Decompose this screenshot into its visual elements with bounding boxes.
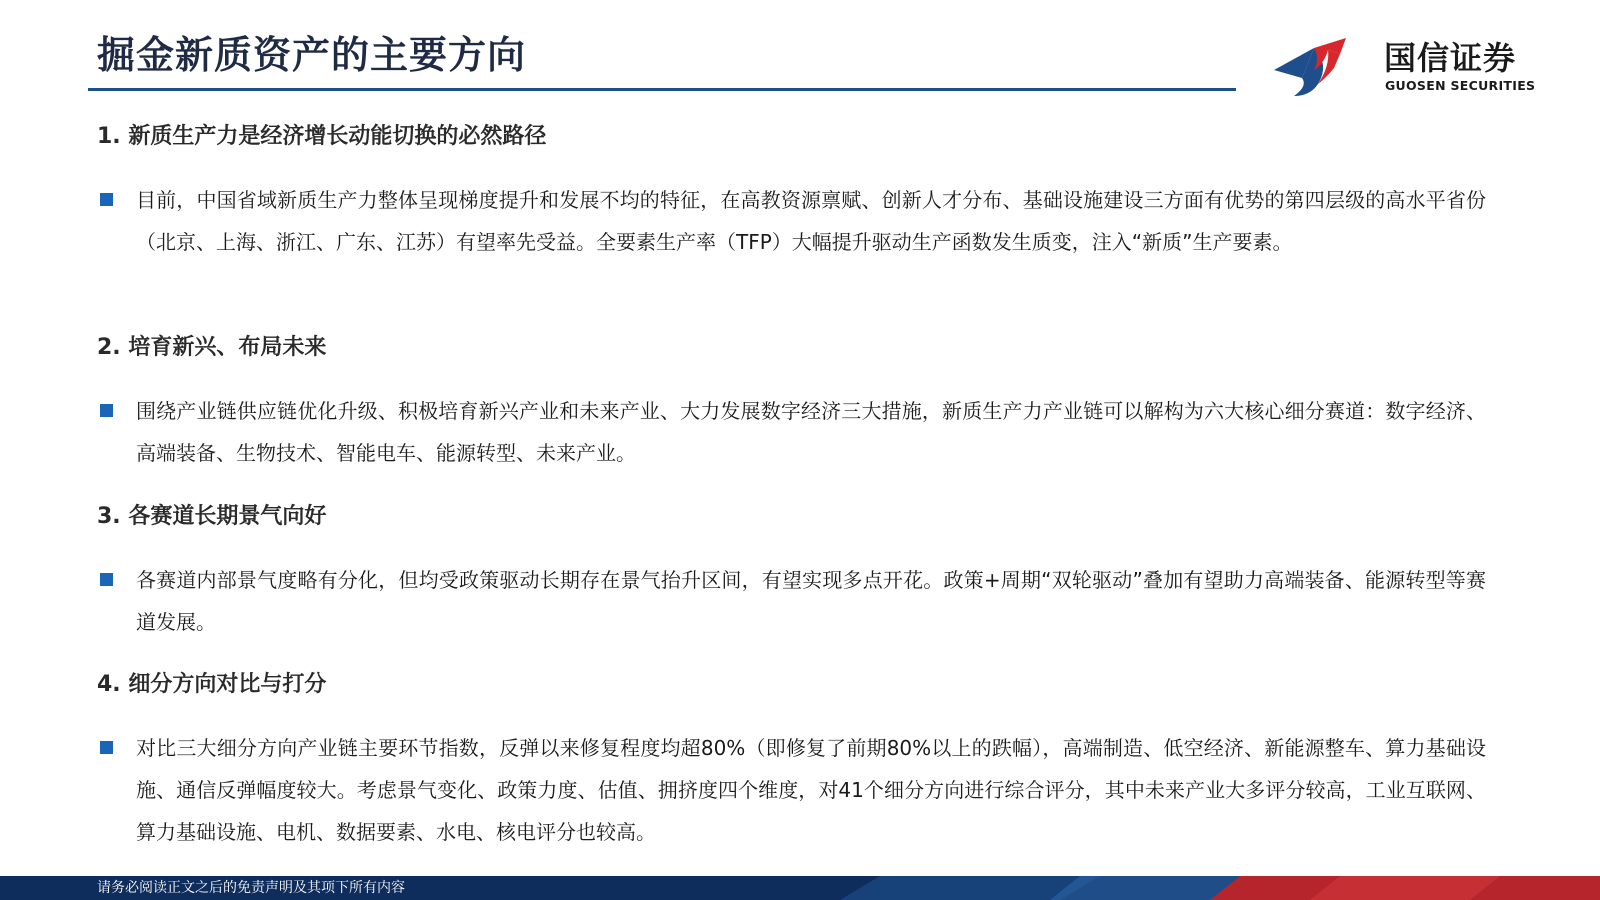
bullet-text-2: 围绕产业链供应链优化升级、积极培育新兴产业和未来产业、大力发展数字经济三大措施，新质生产力产业链可以解构为六大核心细分赛道：数字经济、高端装备、生物技术、智能电车、能源转型、未来产业。 bbox=[136, 399, 1486, 465]
section-heading-3: 3. 各赛道长期景气向好 bbox=[97, 504, 327, 529]
logo-chinese-name: 国信证券 bbox=[1384, 39, 1517, 77]
square-bullet-icon bbox=[100, 193, 113, 206]
square-bullet-icon bbox=[100, 741, 113, 754]
section-heading-4: 4. 细分方向对比与打分 bbox=[97, 672, 327, 697]
title-divider bbox=[88, 88, 1236, 91]
page-title: 掘金新质资产的主要方向 bbox=[97, 33, 527, 77]
footer-disclaimer: 请务必阅读正文之后的免责声明及其项下所有内容 bbox=[97, 880, 405, 896]
bullet-text-4: 对比三大细分方向产业链主要环节指数，反弹以来修复程度均超80%（即修复了前期80%以上的跌幅），高端制造、低空经济、新能源整车、算力基础设施、通信反弹幅度较大。考虑景气变化、政策力度、估值、拥挤度四个维度，对41个细分方向进行综合评分，其中未来产业大多评分较高，工业互联网、算力基础设施、电机、数据要素、水电、核电评分也较高。 bbox=[136, 736, 1486, 844]
guosen-logo-icon bbox=[1268, 34, 1378, 98]
bullet-text-1: 目前，中国省域新质生产力整体呈现梯度提升和发展不均的特征，在高教资源禀赋、创新人才分布、基础设施建设三方面有优势的第四层级的高水平省份（北京、上海、浙江、广东、江苏）有望率先受益。全要素生产率（TFP）大幅提升驱动生产函数发生质变，注入“新质”生产要素。 bbox=[136, 188, 1486, 254]
footer-bar bbox=[0, 876, 1600, 900]
logo-english-name: GUOSEN SECURITIES bbox=[1385, 78, 1536, 93]
company-logo bbox=[1268, 34, 1536, 98]
square-bullet-icon bbox=[100, 404, 113, 417]
section-heading-2: 2. 培育新兴、布局未来 bbox=[97, 335, 327, 360]
bullet-text-3: 各赛道内部景气度略有分化，但均受政策驱动长期存在景气抬升区间，有望实现多点开花。政策+周期“双轮驱动”叠加有望助力高端装备、能源转型等赛道发展。 bbox=[136, 568, 1486, 634]
section-heading-1: 1. 新质生产力是经济增长动能切换的必然路径 bbox=[97, 124, 547, 149]
square-bullet-icon bbox=[100, 573, 113, 586]
